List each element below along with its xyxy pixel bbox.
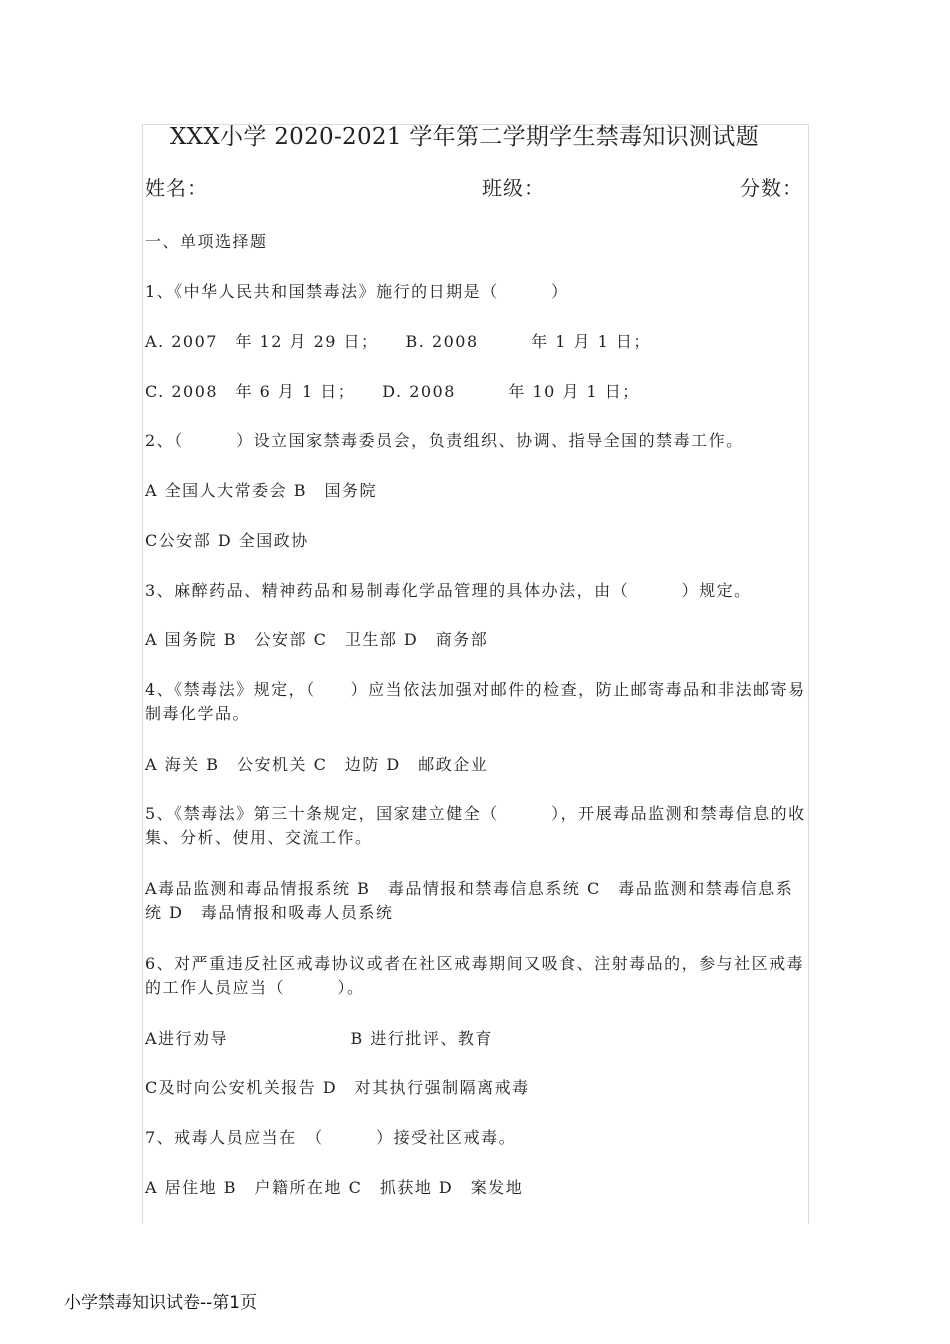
page-footer: 小学禁毒知识试卷--第1页	[64, 1293, 258, 1313]
question-7-options: A 居住地 B 户籍所在地 C 抓获地 D 案发地	[145, 1178, 524, 1197]
question-5: 5、《禁毒法》第三十条规定，国家建立健全（ ），开展毒品监测和禁毒信息的收集、分析、使用、交流工作。	[145, 804, 806, 847]
question-4: 4、《禁毒法》规定，（ ）应当依法加强对邮件的检查，防止邮寄毒品和非法邮寄易制毒化学品。	[145, 680, 806, 723]
question-4-options: A 海关 B 公安机关 C 边防 D 邮政企业	[145, 755, 489, 774]
exam-title: XXX小学 2020-2021 学年第二学期学生禁毒知识测试题	[170, 124, 759, 150]
question-1-options-ab: A. 2007 年 12 月 29 日； B. 2008 年 1 月 1 日；	[145, 332, 651, 351]
score-label: 分数：	[740, 176, 803, 200]
frame-left-line	[142, 124, 143, 1224]
question-1: 1、《中华人民共和国禁毒法》施行的日期是（ ）	[145, 282, 569, 301]
name-label: 姓名：	[145, 176, 208, 200]
question-2-options-ab: A 全国人大常委会 B 国务院	[145, 481, 377, 500]
question-3-options: A 国务院 B 公安部 C 卫生部 D 商务部	[145, 630, 489, 649]
question-5-options: A毒品监测和毒品情报系统 B 毒品情报和禁毒信息系统 C 毒品监测和禁毒信息系统 D 毒品情报和吸毒人员系统	[145, 879, 794, 922]
class-label: 班级：	[482, 176, 545, 200]
question-2: 2、（ ）设立国家禁毒委员会，负责组织、协调、指导全国的禁毒工作。	[145, 431, 744, 450]
question-7: 7、戒毒人员应当在 （ ）接受社区戒毒。	[145, 1128, 517, 1147]
question-2-options-cd: C公安部 D 全国政协	[145, 531, 309, 550]
question-1-options-cd: C. 2008 年 6 月 1 日； D. 2008 年 10 月 1 日；	[145, 382, 640, 401]
question-3: 3、麻醉药品、精神药品和易制毒化学品管理的具体办法，由（ ）规定。	[145, 581, 752, 600]
section-heading: 一、单项选择题	[145, 232, 268, 251]
question-6: 6、对严重违反社区戒毒协议或者在社区戒毒期间又吸食、注射毒品的，参与社区戒毒的工作人员应当（ ）。	[145, 954, 805, 997]
question-6-options-cd: C及时向公安机关报告 D 对其执行强制隔离戒毒	[145, 1078, 530, 1097]
question-6-options-ab: A进行劝导 B 进行批评、教育	[145, 1029, 493, 1048]
